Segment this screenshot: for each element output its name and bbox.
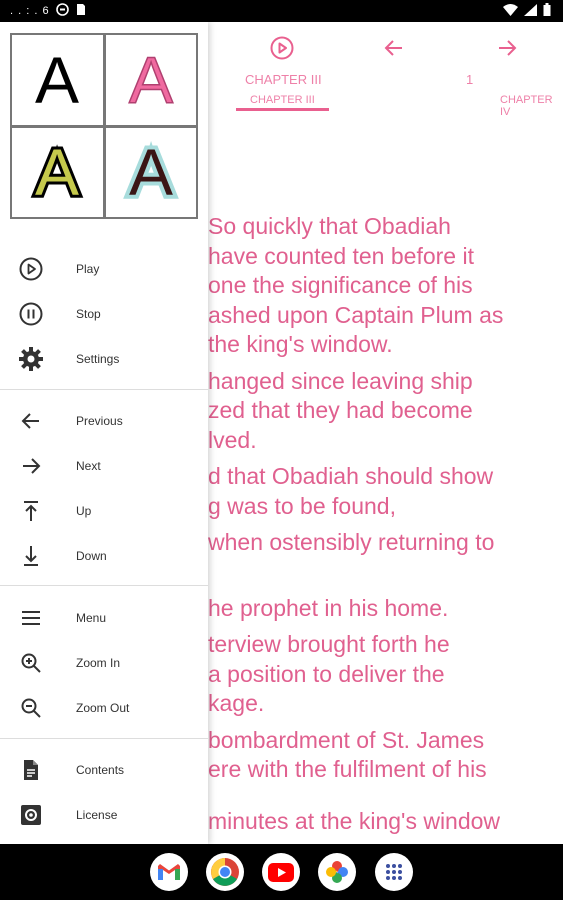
text-line: lved. (208, 426, 257, 453)
text-line: have counted ten before it (208, 242, 474, 269)
chrome-icon[interactable] (206, 853, 244, 891)
menu-label: Zoom Out (76, 701, 130, 715)
font-style-yellow[interactable] (12, 128, 103, 218)
menu-label: Next (76, 459, 101, 473)
text-line: ere with the fulfilment of his (208, 756, 487, 782)
menu-label: Up (76, 504, 92, 518)
font-style-teal[interactable] (106, 128, 197, 218)
menu-label: Previous (76, 414, 123, 428)
menu-item-menu[interactable] (0, 596, 208, 640)
text-line: terview brought forth he (208, 631, 450, 657)
paragraph (208, 630, 563, 719)
menu-divider (0, 585, 208, 586)
play-circle-icon (17, 255, 45, 283)
play-circle-icon[interactable] (268, 34, 296, 62)
menu-item-down[interactable] (0, 534, 208, 578)
text-line: bombardment of St. James (208, 726, 485, 753)
text-line: zed that they had become (208, 397, 473, 423)
wifi-icon (503, 4, 518, 19)
tab-indicator (236, 108, 329, 111)
arrow-left-icon[interactable] (380, 34, 408, 62)
paragraph (208, 367, 563, 456)
page-number: 1 (466, 72, 474, 87)
font-letter: A (35, 44, 80, 115)
text-line: kage. (208, 690, 265, 716)
menu-item-previous[interactable] (0, 399, 208, 443)
menu-item-zoom-in[interactable] (0, 641, 208, 685)
cell-signal-icon (524, 4, 537, 19)
text-line: a position to deliver the (208, 660, 445, 687)
reader-toolbar (208, 22, 563, 122)
text-line: ashed upon Captain Plum as (208, 301, 504, 328)
whatsapp-like-icon (56, 3, 69, 19)
menu-item-contents[interactable] (0, 748, 208, 792)
menu-label: Zoom In (76, 656, 121, 670)
menu-item-play[interactable] (0, 247, 208, 291)
system-dock (0, 844, 563, 900)
zoom-out-icon (17, 694, 45, 722)
menu-item-license[interactable] (0, 793, 208, 837)
hamburger-icon (17, 604, 45, 632)
menu-label: Contents (76, 763, 125, 777)
text-line: he prophet in his home. (208, 594, 449, 621)
gear-icon (17, 345, 45, 373)
status-bar-left (10, 3, 86, 19)
navigation-drawer (0, 22, 208, 844)
font-letter: A (128, 44, 173, 115)
menu-label: Settings (76, 352, 120, 366)
arrow-up-bar-icon (17, 497, 45, 525)
paragraph (208, 528, 563, 558)
paragraph (208, 726, 563, 785)
menu-label: License (76, 808, 118, 822)
menu-label: Play (76, 262, 100, 276)
license-gear-icon (17, 801, 45, 829)
paragraph (208, 212, 563, 360)
text-line: d that Obadiah should show (208, 463, 494, 489)
font-letter: A (128, 137, 173, 208)
book-content[interactable] (208, 212, 563, 844)
font-style-pink[interactable] (106, 35, 197, 125)
menu-item-settings[interactable] (0, 337, 208, 381)
menu-item-up[interactable] (0, 489, 208, 533)
arrow-right-icon[interactable] (493, 34, 521, 62)
menu-label: Menu (76, 611, 107, 625)
text-line: minutes at the king's window (208, 807, 501, 834)
youtube-icon[interactable] (262, 853, 300, 891)
menu-item-next[interactable] (0, 444, 208, 488)
document-icon (17, 756, 45, 784)
battery-icon (543, 3, 551, 19)
menu-divider (0, 389, 208, 390)
status-bar-right (503, 3, 551, 19)
paragraph (208, 807, 563, 837)
text-line: when ostensibly returning to (208, 529, 495, 555)
arrow-left-icon (17, 407, 45, 435)
chapter-title: CHAPTER III (245, 72, 322, 87)
arrow-down-bar-icon (17, 542, 45, 570)
photos-icon[interactable] (318, 853, 356, 891)
font-style-grid (10, 33, 198, 219)
menu-divider (0, 738, 208, 739)
tab-chapter-iv[interactable]: CHAPTER IV (500, 94, 553, 118)
zoom-in-icon (17, 649, 45, 677)
sim-icon (75, 3, 86, 19)
font-letter: A (35, 137, 80, 208)
menu-label: Down (76, 549, 107, 563)
pause-circle-icon (17, 300, 45, 328)
status-bar (0, 0, 563, 22)
text-line: hanged since leaving ship (208, 367, 473, 394)
gmail-icon[interactable] (150, 853, 188, 891)
arrow-right-icon (17, 452, 45, 480)
menu-label: Stop (76, 307, 101, 321)
text-line: one the significance of his (208, 272, 473, 298)
text-line: the king's window. (208, 331, 393, 357)
font-style-plain[interactable] (12, 35, 103, 125)
text-line: g was to be found, (208, 492, 396, 519)
status-text: . . : . 6 (10, 5, 50, 17)
paragraph (208, 462, 563, 521)
menu-item-stop[interactable] (0, 292, 208, 336)
tab-chapter-iii[interactable]: CHAPTER III (250, 94, 315, 106)
text-line: So quickly that Obadiah (208, 213, 451, 239)
app-drawer-icon[interactable] (375, 853, 413, 891)
menu-item-zoom-out[interactable] (0, 686, 208, 730)
paragraph (208, 594, 563, 624)
